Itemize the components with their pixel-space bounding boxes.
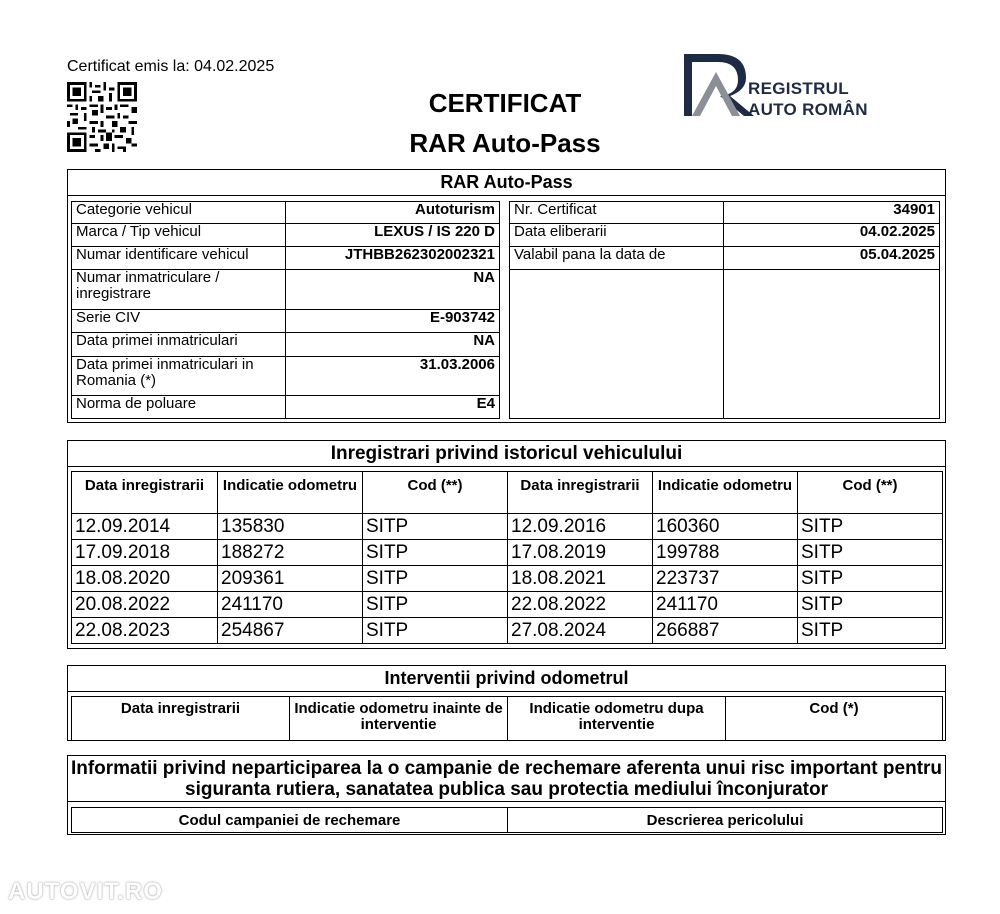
row-label: Data primei inmatriculari in Romania (*) xyxy=(72,357,286,396)
cell: SITP xyxy=(798,514,943,540)
recall-table xyxy=(71,807,943,833)
row-value: NA xyxy=(286,270,500,310)
issue-date: 04.02.2025 xyxy=(724,224,940,247)
odometer-section-title: Interventii privind odometrul xyxy=(68,666,945,692)
column-header: Data inregistrarii xyxy=(508,472,653,514)
cell: SITP xyxy=(363,540,508,566)
document-title: CERTIFICAT xyxy=(428,88,582,118)
row-value: NA xyxy=(286,333,500,357)
history-header-row xyxy=(72,472,943,514)
history-section-title: Inregistrari privind istoricul vehiculului xyxy=(68,441,945,467)
column-header: Indicatie odometru inainte de interventie xyxy=(290,697,508,741)
cell: 223737 xyxy=(653,566,798,592)
table-row xyxy=(510,224,940,247)
table-row xyxy=(72,566,943,592)
row-label: Data primei inmatriculari xyxy=(72,333,286,357)
history-section xyxy=(67,440,946,649)
cell: 160360 xyxy=(653,514,798,540)
table-row xyxy=(72,224,500,247)
cell: 12.09.2014 xyxy=(72,514,218,540)
table-row xyxy=(510,247,940,270)
row-label: Categorie vehicul xyxy=(72,202,286,224)
odometer-interventions-section xyxy=(67,665,946,741)
empty-cell xyxy=(724,270,940,419)
cell: 12.09.2016 xyxy=(508,514,653,540)
column-header: Data inregistrarii xyxy=(72,697,290,741)
table-row xyxy=(72,333,500,357)
cell: SITP xyxy=(798,566,943,592)
cell: 199788 xyxy=(653,540,798,566)
cell: 188272 xyxy=(218,540,363,566)
row-value: E-903742 xyxy=(286,310,500,333)
recall-header-row xyxy=(72,808,943,833)
column-header: Cod (**) xyxy=(363,472,508,514)
recall-section xyxy=(67,755,946,835)
odometer-header-row xyxy=(72,697,943,741)
table-row xyxy=(72,592,943,618)
cell: SITP xyxy=(363,618,508,644)
certificate-issued-date: Certificat emis la: 04.02.2025 xyxy=(67,58,275,75)
logo-line-2: AUTO ROMÂN xyxy=(748,100,868,119)
cell: SITP xyxy=(798,592,943,618)
row-label: Numar inmatriculare / inregistrare xyxy=(72,270,286,310)
column-header: Codul campaniei de rechemare xyxy=(72,808,508,833)
row-label: Serie CIV xyxy=(72,310,286,333)
empty-cell xyxy=(510,270,724,419)
table-row xyxy=(72,247,500,270)
cell: 17.08.2019 xyxy=(508,540,653,566)
row-value: 31.03.2006 xyxy=(286,357,500,396)
vehicle-info-section xyxy=(67,169,946,423)
watermark: AUTOVIT.RO xyxy=(8,878,163,905)
cell: 209361 xyxy=(218,566,363,592)
table-row xyxy=(72,396,500,419)
column-header: Cod (*) xyxy=(726,697,943,741)
cell: 20.08.2022 xyxy=(72,592,218,618)
column-header: Descrierea pericolului xyxy=(508,808,943,833)
vehicle-section-title: RAR Auto-Pass xyxy=(68,170,945,196)
row-label: Data eliberarii xyxy=(510,224,724,247)
row-value: Autoturism xyxy=(286,202,500,224)
certificate-right-table xyxy=(509,201,940,419)
logo-line-1: REGISTRUL xyxy=(748,79,849,98)
row-label: Valabil pana la data de xyxy=(510,247,724,270)
row-value: JTHBB262302002321 xyxy=(286,247,500,270)
table-row-empty xyxy=(510,270,940,419)
cell: SITP xyxy=(363,514,508,540)
cell: 17.09.2018 xyxy=(72,540,218,566)
cell: 22.08.2022 xyxy=(508,592,653,618)
column-header: Data inregistrarii xyxy=(72,472,218,514)
row-label: Nr. Certificat xyxy=(510,202,724,224)
history-table xyxy=(71,471,943,644)
table-row xyxy=(72,540,943,566)
recall-section-title: Informatii privind neparticiparea la o campanie de rechemare aferenta unui risc important pentru siguranta rutiera, sanatatea publica sau protectia mediului înconjurator xyxy=(68,756,945,802)
table-row xyxy=(510,202,940,224)
vehicle-left-table xyxy=(71,201,500,419)
cell: 18.08.2020 xyxy=(72,566,218,592)
column-header: Cod (**) xyxy=(798,472,943,514)
column-header: Indicatie odometru xyxy=(653,472,798,514)
cell: SITP xyxy=(798,618,943,644)
row-value: LEXUS / IS 220 D xyxy=(286,224,500,247)
row-label: Numar identificare vehicul xyxy=(72,247,286,270)
row-value: E4 xyxy=(286,396,500,419)
column-header: Indicatie odometru dupa interventie xyxy=(508,697,726,741)
column-header: Indicatie odometru xyxy=(218,472,363,514)
cell: 266887 xyxy=(653,618,798,644)
cell: SITP xyxy=(798,540,943,566)
table-row xyxy=(72,357,500,396)
row-label: Marca / Tip vehicul xyxy=(72,224,286,247)
rar-logo-text xyxy=(748,78,868,120)
cell: 27.08.2024 xyxy=(508,618,653,644)
table-row xyxy=(72,270,500,310)
cell: 22.08.2023 xyxy=(72,618,218,644)
table-row xyxy=(72,202,500,224)
row-label: Norma de poluare xyxy=(72,396,286,419)
cell: 241170 xyxy=(653,592,798,618)
table-row xyxy=(72,514,943,540)
table-row xyxy=(72,310,500,333)
certificate-number: 34901 xyxy=(724,202,940,224)
cell: SITP xyxy=(363,592,508,618)
cell: 18.08.2021 xyxy=(508,566,653,592)
valid-until-date: 05.04.2025 xyxy=(724,247,940,270)
cell: 135830 xyxy=(218,514,363,540)
cell: 254867 xyxy=(218,618,363,644)
odometer-table xyxy=(71,696,943,741)
document-subtitle: RAR Auto-Pass xyxy=(409,128,601,158)
cell: 241170 xyxy=(218,592,363,618)
table-row xyxy=(72,618,943,644)
cell: SITP xyxy=(363,566,508,592)
